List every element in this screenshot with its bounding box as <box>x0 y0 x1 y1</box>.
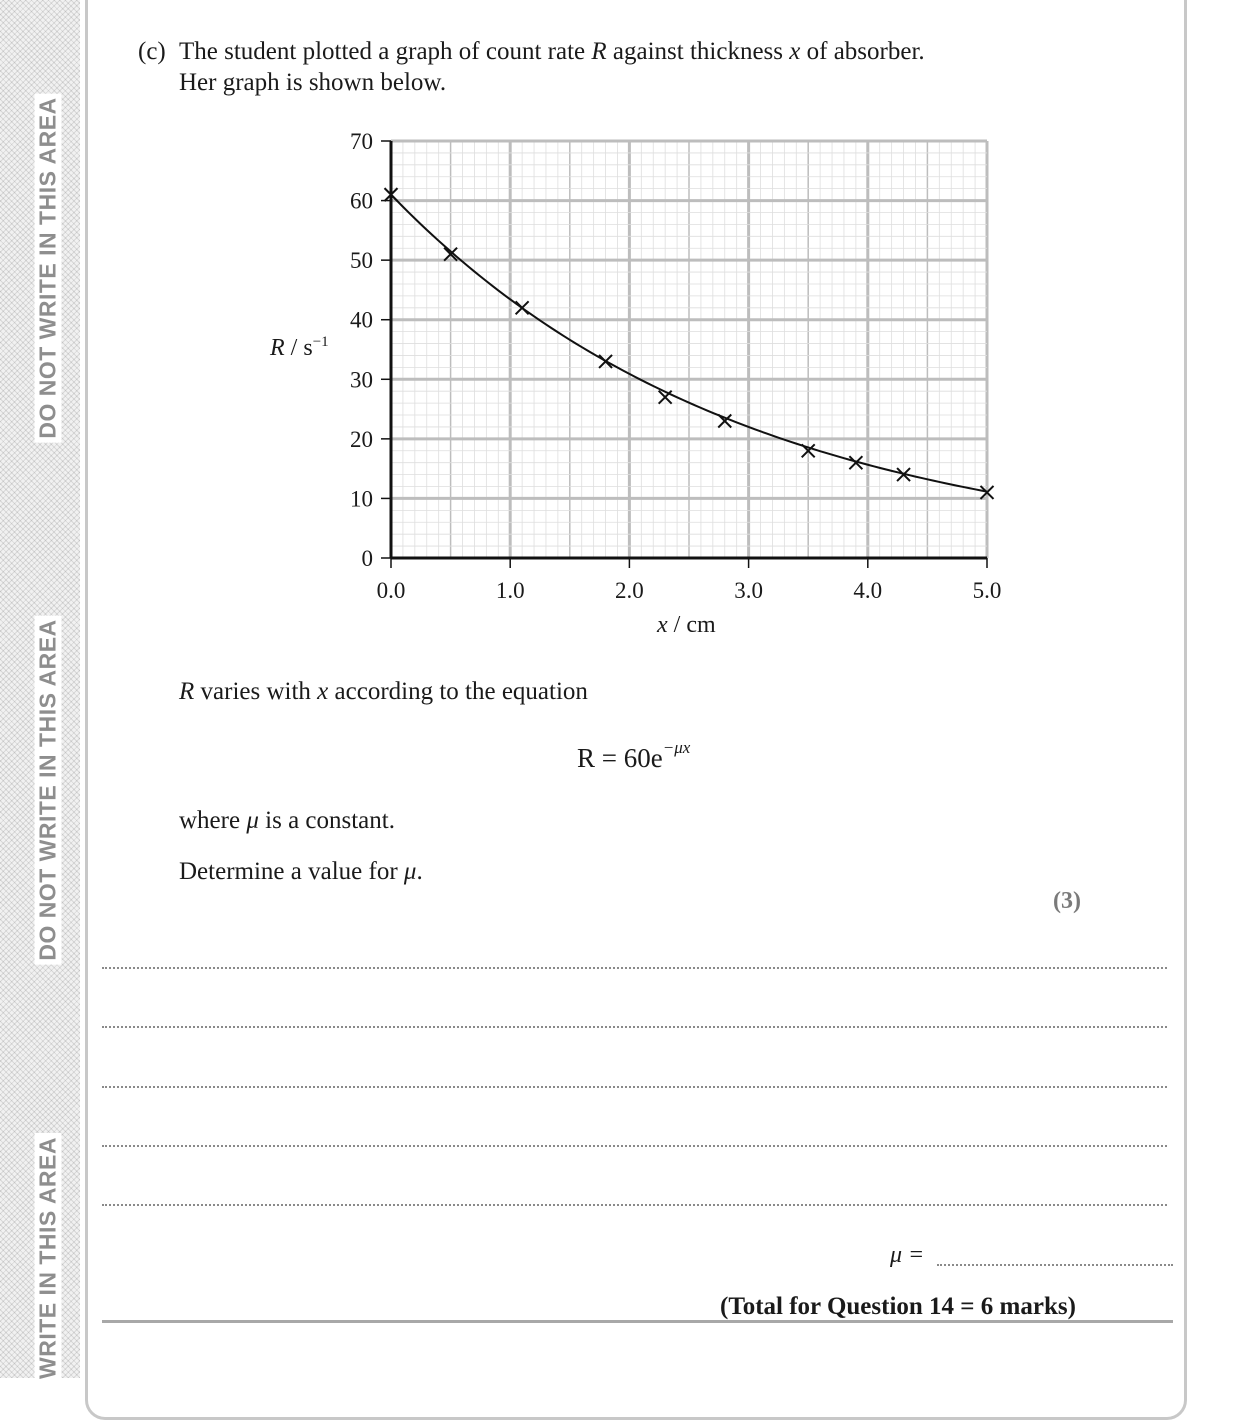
text: The student plotted a graph of count rate <box>179 38 592 65</box>
question-part-label: (c) <box>138 38 166 65</box>
margin-notice: DO NOT WRITE IN THIS AREA <box>35 93 62 442</box>
y-axis-label: R / $s^{-1}$ <box>270 334 329 361</box>
y-tick-label: 70 <box>350 129 373 154</box>
variable-r: R <box>179 678 195 705</box>
x-tick-label: 2.0 <box>615 578 644 603</box>
text: varies with <box>194 678 318 705</box>
variable-mu: μ <box>403 858 417 885</box>
equation-intro <box>179 678 588 706</box>
question-total: (Total for Question 14 = 6 marks) <box>720 1293 1076 1320</box>
marks-available: (3) <box>1053 888 1081 914</box>
question-text-line-2: Her graph is shown below. <box>179 69 447 96</box>
answer-line[interactable] <box>102 967 1167 969</box>
y-tick-label: 50 <box>350 248 373 274</box>
answer-label: μ = <box>890 1242 925 1268</box>
answer-field[interactable] <box>937 1264 1173 1266</box>
graph-grid <box>391 141 987 558</box>
count-rate-graph <box>250 118 1010 603</box>
variable-r: R <box>591 38 607 65</box>
question-text-line-1 <box>179 38 925 66</box>
answer-line[interactable] <box>102 1145 1167 1147</box>
variable-x: x <box>789 38 801 65</box>
x-tick-label: 4.0 <box>853 578 883 603</box>
y-tick-label: 30 <box>350 367 373 393</box>
y-tick-label: 10 <box>350 486 373 512</box>
x-tick-label: 0.0 <box>376 578 406 603</box>
answer-line[interactable] <box>102 1026 1167 1028</box>
x-axis-label: x / cm <box>657 612 716 638</box>
answer-line[interactable] <box>102 1086 1167 1088</box>
y-tick-label: 0 <box>361 546 373 571</box>
equation-base: R = 60e <box>577 743 663 773</box>
equation-exponent: −μx <box>662 738 691 757</box>
bottom-rule <box>102 1320 1173 1323</box>
constant-definition <box>179 807 395 835</box>
margin-notice: DO NOT WRITE IN THIS AREA <box>35 615 62 964</box>
answer-line[interactable] <box>102 1204 1167 1206</box>
equation <box>577 738 691 774</box>
text: against thickness <box>606 38 790 65</box>
text: of absorber. <box>800 38 925 65</box>
text: . <box>416 858 423 885</box>
x-tick-label: 1.0 <box>495 578 525 603</box>
instruction <box>179 858 423 886</box>
y-tick-label: 20 <box>350 426 373 452</box>
x-tick-label: 3.0 <box>734 578 763 603</box>
y-tick-label: 60 <box>350 188 373 214</box>
variable-mu: μ <box>246 807 259 834</box>
margin-notice: WRITE IN THIS AREA <box>35 1133 62 1383</box>
text: Determine a value for <box>179 858 404 885</box>
x-tick-label: 5.0 <box>972 578 1002 603</box>
margin-strip <box>0 0 80 1378</box>
text: according to the equation <box>328 678 588 705</box>
text: where <box>179 807 247 834</box>
text: is a constant. <box>258 807 395 834</box>
y-tick-label: 40 <box>350 307 373 333</box>
variable-x: x <box>317 678 329 705</box>
